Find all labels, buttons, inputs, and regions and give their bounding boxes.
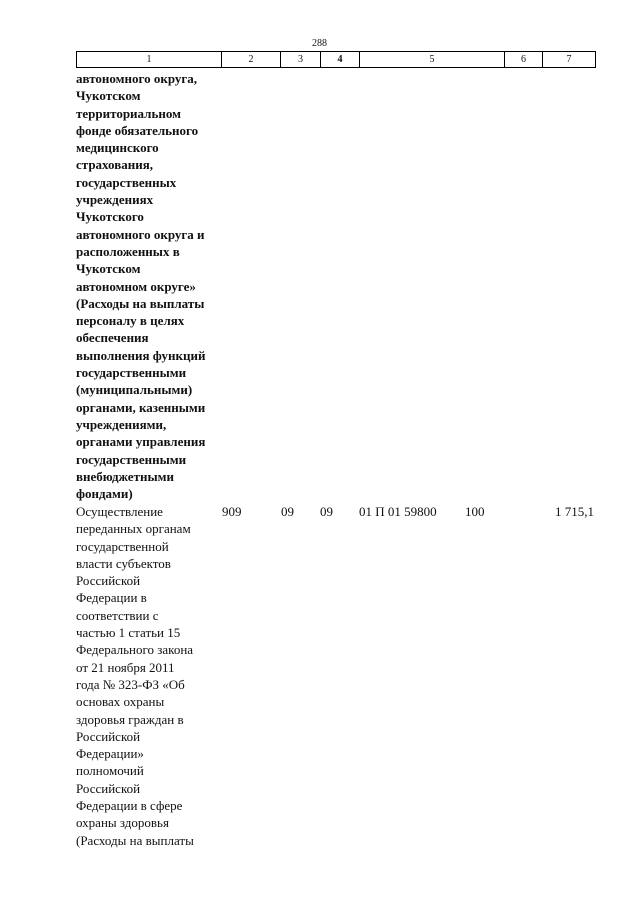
text-line: Федерации в [76, 590, 147, 606]
header-col-6: 6 [505, 52, 543, 67]
text-line: фонде обязательного [76, 122, 199, 138]
amount-value: 1 715,1 [555, 504, 594, 519]
header-col-3: 3 [281, 52, 321, 67]
text-line: выполнения функций [76, 347, 206, 363]
text-line: Российской [76, 573, 141, 589]
text-line: соответствии с [76, 607, 159, 623]
text-line: медицинского [76, 140, 159, 156]
expense-type-code: 100 [465, 504, 485, 519]
text-line: Чукотском [76, 88, 141, 104]
header-col-4: 4 [321, 52, 360, 67]
text-line: автономного округа, [76, 71, 198, 86]
text-line: частью 1 статьи 15 [76, 625, 181, 641]
text-line: персоналу в целях [76, 313, 185, 329]
text-line: обеспечения [76, 330, 149, 346]
continuation-description [76, 70, 222, 502]
text-line: власти субъектов [76, 555, 171, 571]
ministry-code: 909 [222, 504, 242, 519]
header-col-7: 7 [566, 54, 572, 65]
text-line: Осуществление [76, 504, 163, 519]
text-line: территориальном [76, 105, 181, 121]
text-line: года № 323-ФЗ «Об [76, 676, 185, 692]
text-line: Федерации» [76, 746, 144, 762]
text-line: Федерации в сфере [76, 798, 183, 814]
text-line: Федерального закона [76, 642, 194, 658]
subsection-code: 09 [320, 504, 333, 519]
text-line: учреждениями, [76, 416, 167, 432]
text-line: основах охраны [76, 694, 165, 710]
text-line: внебюджетными [76, 468, 174, 484]
text-line: от 21 ноября 2011 [76, 659, 175, 675]
text-line: (Расходы на выплаты [76, 295, 205, 311]
text-line: страхования, [76, 157, 154, 173]
text-line: учреждениях [76, 192, 154, 208]
target-article-code: 01 П 01 59800 [359, 504, 437, 519]
text-line: государственными [76, 365, 187, 381]
text-line: здоровья граждан в [76, 711, 184, 727]
table-header-row [76, 51, 596, 68]
text-line: полномочий [76, 763, 144, 779]
text-line: фондами) [76, 486, 133, 502]
text-line: охраны здоровья [76, 815, 169, 831]
text-line: автономного округа и [76, 226, 205, 242]
header-col-5: 5 [360, 52, 505, 67]
text-line: органами управления [76, 434, 206, 450]
text-line: (Расходы на выплаты [76, 832, 194, 848]
text-line: расположенных в [76, 243, 180, 259]
page-number: 288 [312, 38, 327, 49]
text-line: автономном округе» [76, 278, 196, 294]
header-col-1: 1 [77, 52, 222, 67]
text-line: Чукотского [76, 209, 144, 225]
text-line: Чукотском [76, 261, 141, 277]
text-line: (муниципальными) [76, 382, 193, 398]
text-line: государственными [76, 451, 187, 467]
text-line: органами, казенными [76, 399, 206, 415]
text-line: государственной [76, 538, 169, 554]
text-line: Российской [76, 780, 141, 796]
text-line: государственных [76, 174, 177, 190]
text-line: Российской [76, 728, 141, 744]
section-code: 09 [281, 504, 294, 519]
text-line: переданных органам [76, 521, 191, 537]
row-description [76, 503, 222, 849]
header-col-2: 2 [222, 52, 281, 67]
